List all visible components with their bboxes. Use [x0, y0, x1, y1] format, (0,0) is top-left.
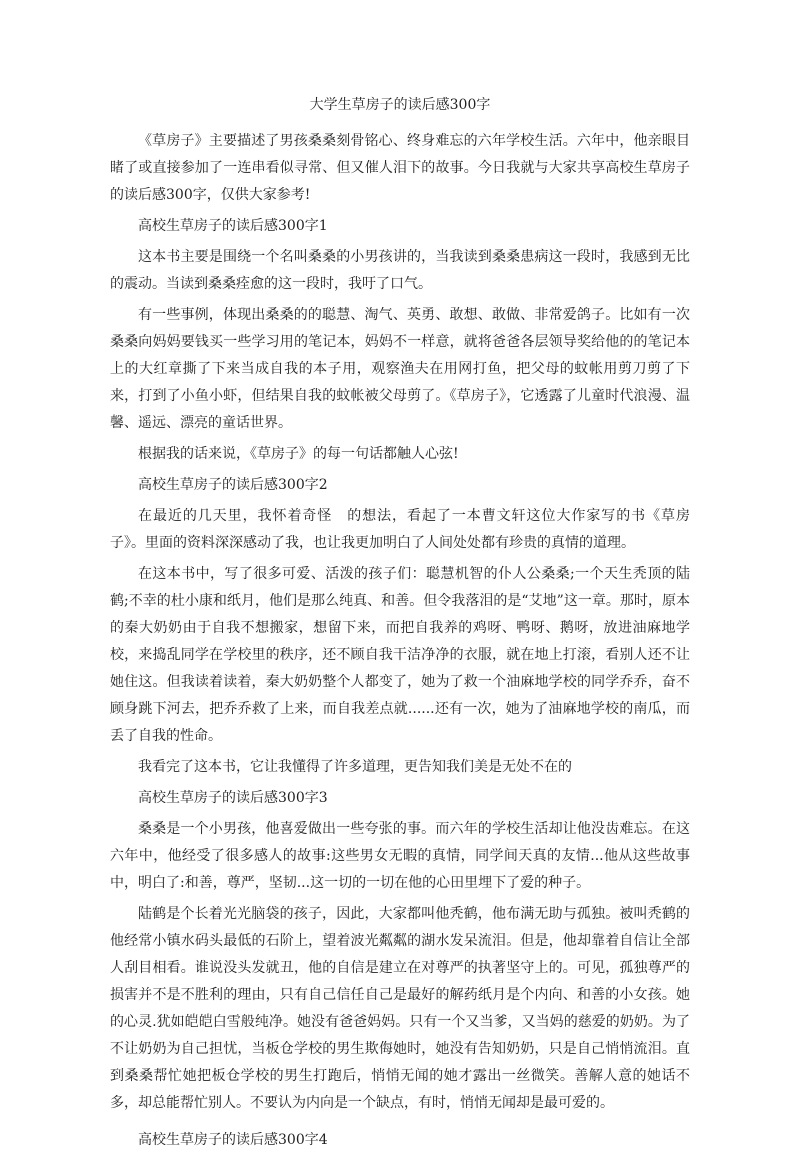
section-2-paragraph-3: 我看完了这本书，它让我懂得了许多道理，更告知我们美是无处不在的: [138, 759, 572, 775]
document-title: 大学生草房子的读后感300字: [309, 97, 491, 113]
section-3-paragraph-2: 陆鹤是个长着光光脑袋的孩子，因此，大家都叫他秃鹤，他布满无助与孤独。被叫秃鹤的他经常小镇水码头最低的石阶上，望着波光粼粼的湖水发呆流泪。但是，他却靠着自信让全部人刮目相看。谁说没头发就丑，他的自信是建立在对尊严的执著坚守上的。可见，孤独尊严的损害并不是不胜利的理由，只有自己信任自己是最好的解药纸月是个内向、和善的小女孩。她的心灵.犹如皑皑白雪般纯净。她没有爸爸妈妈。只有一个又当爹，又当妈的慈爱的奶奶。为了不让奶奶为自己担忧，当板仓学校的男生欺侮她时，她没有告知奶奶，只是自己悄悄流泪。直到桑桑帮忙她把板仓学校的男生打跑后，悄悄无闻的她才露出一丝微笑。善解人意的她话不多，却总能帮忙别人。不要认为内向是一个缺点，有时，悄悄无闻却是最可爱的。: [110, 906, 690, 1111]
section-heading-4: 高校生草房子的读后感300字4: [138, 1132, 328, 1148]
section-heading-1: 高校生草房子的读后感300字1: [138, 218, 328, 234]
intro-paragraph: 《草房子》主要描述了男孩桑桑刻骨铭心、终身难忘的六年学校生活。六年中，他亲眼目睹了或直接参加了一连串看似寻常、但又催人泪下的故事。今日我就与大家共享高校生草房子的读后感300字，仅供大家参考!: [110, 133, 690, 203]
section-heading-2: 高校生草房子的读后感300字2: [138, 477, 328, 493]
section-1-paragraph-1: 这本书主要是围绕一个名叫桑桑的小男孩讲的，当我读到桑桑患病这一段时，我感到无比的震动。当读到桑桑痊愈的这一段时，我吁了口气。: [110, 249, 690, 292]
section-2-paragraph-1: 在最近的几天里，我怀着奇怪 的想法，看起了一本曹文轩这位大作家写的书《草房子》。里面的资料深深感动了我，也让我更加明白了人间处处都有珍贵的真情的道理。: [110, 508, 690, 551]
section-1-paragraph-2: 有一些事例，体现出桑桑的的聪慧、淘气、英勇、敢想、敢做、非常爱鸽子。比如有一次桑桑向妈妈要钱买一些学习用的笔记本，妈妈不一样意，就将爸爸各层领导奖给他的的笔记本上的大红章撕了下来当成自我的本子用，观察渔夫在用网打鱼，把父母的蚊帐用剪刀剪了下来，打到了小鱼小虾，但结果自我的蚊帐被父母剪了。《草房子》，它透露了儿童时代浪漫、温馨、遥远、漂亮的童话世界。: [110, 307, 690, 431]
document-page: [110, 94, 690, 1158]
section-heading-3: 高校生草房子的读后感300字3: [138, 790, 328, 806]
section-1-paragraph-3: 根据我的话来说，《草房子》的每一句话都触人心弦!: [138, 446, 459, 462]
section-3-paragraph-1: 桑桑是一个小男孩，他喜爱做出一些夸张的事。而六年的学校生活却让他没齿难忘。在这六年中，他经受了很多感人的故事:这些男女无暇的真情，同学间天真的友情...他从这些故事中，明白了:和善，尊严，坚韧...这一切的一切在他的心田里埋下了爱的种子。: [110, 821, 690, 891]
section-2-paragraph-2: 在这本书中，写了很多可爱、活泼的孩子们：聪慧机智的仆人公桑桑;一个天生秃顶的陆鹤;不幸的杜小康和纸月，他们是那么纯真、和善。但令我落泪的是“艾地”这一章。那时，原本的秦大奶奶由于自我不想搬家，想留下来，而把自我养的鸡呀、鸭呀、鹅呀，放进油麻地学校，来捣乱同学在学校里的秩序，还不顾自我干洁净净的衣服，就在地上打滚，看别人还不让她住这。但我读着读着，秦大奶奶整个人都变了，她为了救一个油麻地学校的同学乔乔，奋不顾身跳下河去，把乔乔救了上来，而自我差点就......还有一次，她为了油麻地学校的南瓜，而丢了自我的性命。: [110, 566, 690, 744]
